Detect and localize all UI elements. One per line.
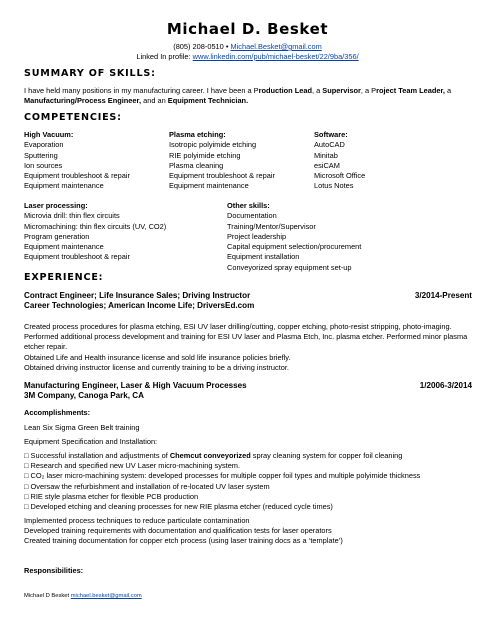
competency-item: Training/Mentor/Supervisor xyxy=(227,221,316,231)
list-item: □ RIE style plasma etcher for flexible PCB production xyxy=(24,491,199,501)
job-dates: 1/2006-3/2014 xyxy=(419,381,472,390)
competency-item: Project leadership xyxy=(227,231,287,241)
footer-email-link[interactable]: michael.besket@gmail.com xyxy=(70,593,142,599)
job-title: Manufacturing Engineer, Laser & High Vacuum Processes xyxy=(24,381,247,390)
footer-name: Michael D Besket xyxy=(24,593,71,599)
competency-item: Equipment maintenance xyxy=(24,242,104,252)
phone-text: (805) 208-0510 • xyxy=(173,42,231,51)
job-title: Contract Engineer; Life Insurance Sales; Driving Instructor xyxy=(24,291,251,300)
competency-software xyxy=(314,130,365,192)
list-item: □ Oversaw the refurbishment and installation of re-located UV laser system xyxy=(24,481,270,491)
competency-item: Plasma cleaning xyxy=(169,160,224,170)
competency-item: Microsoft Office xyxy=(314,171,366,181)
competency-title: Plasma etching: xyxy=(169,130,226,139)
competency-title: Other skills: xyxy=(227,201,270,210)
contact-line xyxy=(0,42,495,52)
competency-item: Equipment troubleshoot & repair xyxy=(24,252,130,262)
summary-heading: SUMMARY OF SKILLS: xyxy=(24,68,156,79)
competency-item: Equipment maintenance xyxy=(169,181,249,191)
job-company: Career Technologies; American Income Life; DriversEd.com xyxy=(24,301,255,311)
competency-title: Software: xyxy=(314,130,348,139)
linkedin-link[interactable]: www.linkedin.com/pub/michael-besket/22/9ba/356/ xyxy=(192,52,359,61)
competency-item: Evaporation xyxy=(24,140,64,150)
competency-plasma-etching xyxy=(169,130,275,192)
job2-header xyxy=(24,381,472,401)
competency-item: Isotropic polyimide etching xyxy=(169,140,257,150)
job-dates: 3/2014-Present xyxy=(414,291,472,300)
experience-heading: EXPERIENCE: xyxy=(24,272,104,283)
competency-item: Sputtering xyxy=(24,150,58,160)
responsibilities-label: Responsibilities: xyxy=(24,566,84,575)
competency-item: Documentation xyxy=(227,211,277,221)
job-company: 3M Company, Canoga Park, CA xyxy=(24,391,144,401)
email-link[interactable]: Michael.Besket@gmail.com xyxy=(230,42,322,51)
linkedin-line xyxy=(0,52,495,62)
competency-item: Equipment maintenance xyxy=(24,181,104,191)
summary-text: I have held many positions in my manufacturing career. I have been a Production Lead, a Supervisor, a Project Team Leader, a Manufacturing/Process Engineer, and an Equipment Technician. xyxy=(24,86,452,106)
competency-item: AutoCAD xyxy=(314,140,345,150)
accomplishments-label: Accomplishments: xyxy=(24,408,91,417)
equipment-label: Equipment Specification and Installation: xyxy=(24,437,158,446)
competency-item: Equipment troubleshoot & repair xyxy=(24,171,130,181)
competency-title: High Vacuum: xyxy=(24,130,74,139)
page-footer xyxy=(24,593,142,599)
competency-other-skills xyxy=(227,201,361,273)
job2-description: Implemented process techniques to reduce particulate contamination Developed training requirements with documentation and qualification tests for laser operators Created training documentation for copper etch process (using laser training docs as a ‘template’) xyxy=(24,516,343,546)
competency-item: Minitab xyxy=(314,150,338,160)
competency-item: Lotus Notes xyxy=(314,181,354,191)
competency-item: Conveyorized spray equipment set-up xyxy=(227,262,352,272)
competency-item: RIE polyimide etching xyxy=(169,150,241,160)
job1-description: Created process procedures for plasma etching, ESI UV laser drilling/cutting, copper etching, photo-resist stripping, photo-imaging. Performed additional process development and training for ESI UV laser and Plasma Etch, Inc. plasma etcher. Performed minor plasma etcher repair. Obtained Life and Health insurance license and sold life insurance policies briefly. Obtained driving instructor license and currently training to be a driving instructor. xyxy=(24,322,468,372)
job1-header xyxy=(24,291,472,311)
competency-item: Capital equipment selection/procurement xyxy=(227,242,362,252)
list-item: □ Successful installation and adjustments of Chemcut conveyorized spray cleaning system for copper foil cleaning xyxy=(24,451,403,460)
competency-title: Laser processing: xyxy=(24,201,88,210)
competency-item: Ion sources xyxy=(24,160,63,170)
applicant-name: Michael D. Besket xyxy=(166,20,329,38)
competency-laser-processing xyxy=(24,201,166,263)
competency-item: Microvia drill: thin flex circuits xyxy=(24,211,120,221)
accomplishment-bullets xyxy=(24,451,472,512)
list-item: □ Developed etching and cleaning processes for new RIE plasma etcher (reduced cycle times) xyxy=(24,502,333,512)
list-item: □ CO₂ laser micro-machining system: developed processes for multiple copper foil types and multiple polyimide thickness xyxy=(24,471,421,481)
competency-item: Equipment installation xyxy=(227,252,300,262)
competency-item: Program generation xyxy=(24,231,90,241)
competency-item: Micromachining: thin flex circuits (UV, CO2) xyxy=(24,221,167,231)
competency-item: Equipment troubleshoot & repair xyxy=(169,171,275,181)
linkedin-label: Linked In profile: xyxy=(136,52,193,61)
lean-training-text: Lean Six Sigma Green Belt training xyxy=(24,423,140,432)
competency-item: esiCAM xyxy=(314,160,340,170)
competencies-heading: COMPETENCIES: xyxy=(24,112,122,123)
competency-high-vacuum xyxy=(24,130,130,192)
list-item: □ Research and specified new UV Laser micro-machining system. xyxy=(24,461,241,471)
